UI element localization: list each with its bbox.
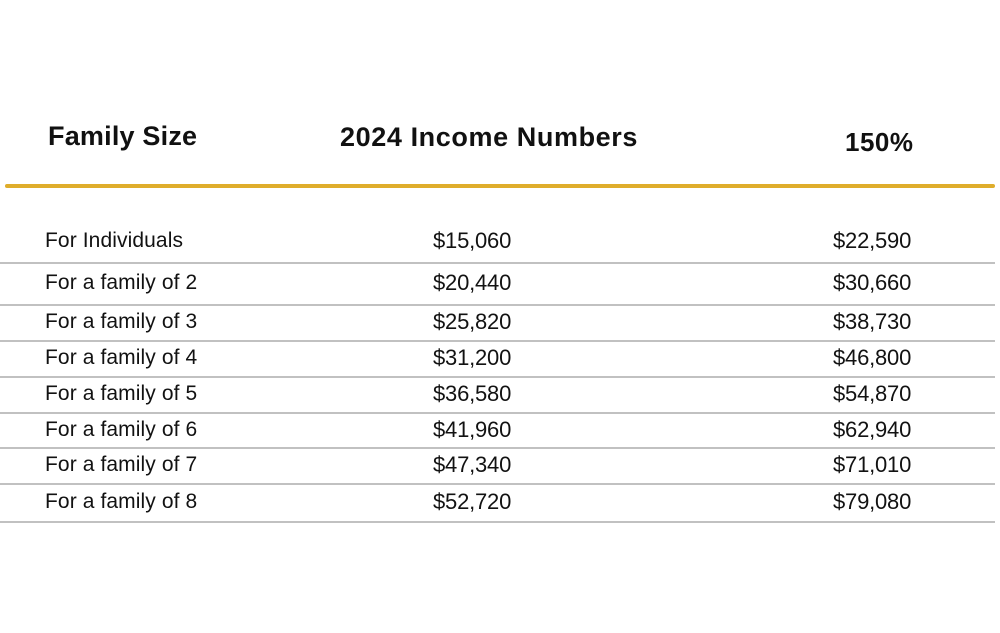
family-size-cell: For a family of 6 xyxy=(45,417,198,441)
family-size-cell: For a family of 8 xyxy=(45,490,198,513)
table-row xyxy=(0,306,995,342)
column-header-150-percent: 150% xyxy=(845,127,914,157)
income-table-body xyxy=(0,222,995,523)
pct-150-cell: $79,080 xyxy=(833,489,912,514)
income-cell: $15,060 xyxy=(433,228,512,253)
income-cell: $36,580 xyxy=(433,381,512,406)
family-size-cell: For a family of 4 xyxy=(45,346,198,369)
pct-150-cell: $46,800 xyxy=(833,345,912,370)
family-size-cell: For a family of 7 xyxy=(45,453,198,476)
family-size-cell: For a family of 3 xyxy=(45,310,198,333)
column-header-family-size: Family Size xyxy=(48,121,198,151)
table-row xyxy=(0,264,995,306)
pct-150-cell: $54,870 xyxy=(833,381,912,406)
header-divider-line xyxy=(5,184,995,188)
table-row xyxy=(0,414,995,449)
income-cell: $52,720 xyxy=(433,489,512,514)
table-row xyxy=(0,342,995,378)
family-size-cell: For Individuals xyxy=(45,229,184,252)
pct-150-cell: $22,590 xyxy=(833,228,912,253)
column-header-income-numbers: 2024 Income Numbers xyxy=(340,122,639,152)
income-cell: $25,820 xyxy=(433,309,512,334)
table-row xyxy=(0,378,995,414)
income-cell: $41,960 xyxy=(433,416,512,442)
table-row xyxy=(0,485,995,523)
family-size-cell: For a family of 2 xyxy=(45,271,198,294)
table-row xyxy=(0,222,995,264)
pct-150-cell: $30,660 xyxy=(833,270,912,295)
pct-150-cell: $38,730 xyxy=(833,309,912,334)
income-cell: $47,340 xyxy=(433,452,512,477)
family-size-cell: For a family of 5 xyxy=(45,382,198,405)
pct-150-cell: $62,940 xyxy=(833,416,912,442)
income-cell: $20,440 xyxy=(433,270,512,295)
table-row xyxy=(0,449,995,485)
income-cell: $31,200 xyxy=(433,345,512,370)
pct-150-cell: $71,010 xyxy=(833,452,912,477)
